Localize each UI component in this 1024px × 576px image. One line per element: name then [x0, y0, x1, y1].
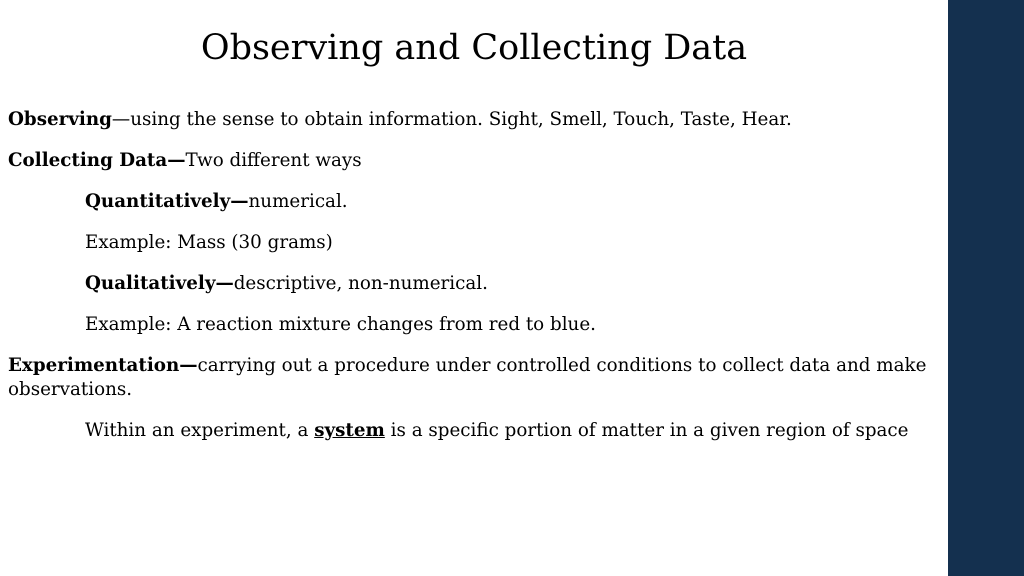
dash: —	[179, 355, 198, 376]
system-text-after: is a specific portion of matter in a given region of space	[384, 420, 909, 441]
definition-experimentation: carrying out a procedure under controlled conditions to collect data and make observations.	[8, 355, 927, 400]
dash: —	[215, 273, 234, 294]
paragraph-example-mass	[8, 231, 933, 255]
dash: —	[167, 150, 186, 171]
example-mass: Example: Mass (30 grams)	[85, 232, 333, 253]
term-qualitatively: Qualitatively	[85, 273, 216, 294]
system-text-before: Within an experiment, a	[85, 420, 315, 441]
paragraph-example-reaction	[8, 313, 933, 337]
dash: —	[111, 109, 131, 130]
definition-qualitatively: descriptive, non-numerical.	[233, 273, 488, 294]
definition-quantitatively: numerical.	[248, 191, 348, 212]
paragraph-quantitatively	[8, 190, 933, 214]
sidebar-accent	[948, 0, 1024, 576]
slide-body	[8, 108, 933, 460]
slide-title: Observing and Collecting Data	[200, 28, 748, 68]
term-collecting-data: Collecting Data	[8, 150, 168, 171]
paragraph-experimentation	[8, 354, 933, 402]
term-experimentation: Experimentation	[8, 355, 180, 376]
paragraph-system	[8, 419, 933, 443]
paragraph-collecting-data	[8, 149, 933, 173]
dash: —	[230, 191, 249, 212]
paragraph-observing	[8, 108, 933, 132]
term-quantitatively: Quantitatively	[85, 191, 231, 212]
term-observing: Observing	[8, 109, 112, 130]
example-reaction: Example: A reaction mixture changes from red to blue.	[85, 314, 596, 335]
term-system: system	[314, 420, 385, 441]
paragraph-qualitatively	[8, 272, 933, 296]
definition-observing: using the sense to obtain information. Sight, Smell, Touch, Taste, Hear.	[130, 109, 792, 130]
definition-collecting-data: Two different ways	[185, 150, 362, 171]
